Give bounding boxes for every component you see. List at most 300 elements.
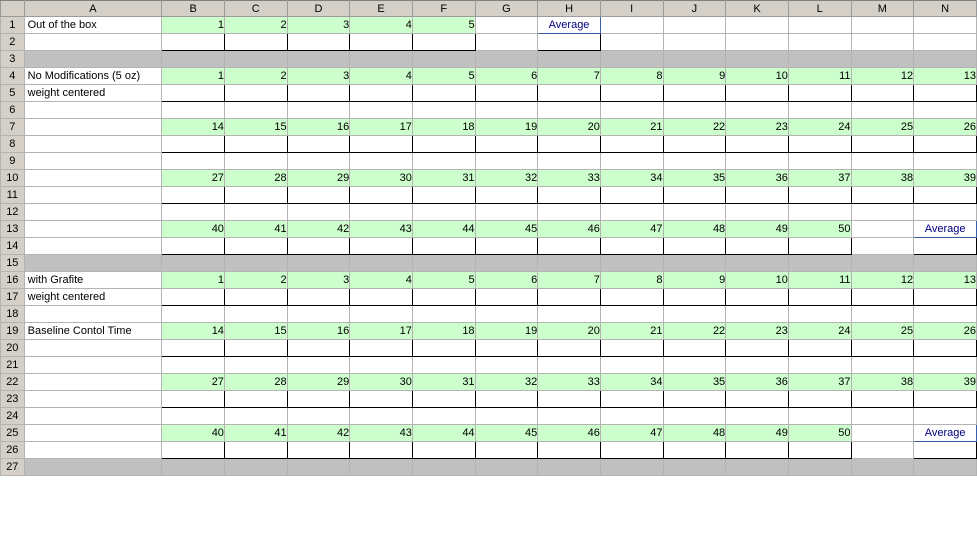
separator-cell[interactable] <box>287 459 350 476</box>
separator-cell[interactable] <box>350 255 413 272</box>
cell-E8[interactable] <box>350 136 413 153</box>
cell-D17[interactable] <box>287 289 350 306</box>
separator-cell[interactable] <box>851 255 914 272</box>
cell-N8[interactable] <box>914 136 977 153</box>
table-row[interactable] <box>1 119 977 136</box>
cell-C17[interactable] <box>224 289 287 306</box>
cell-N22[interactable]: 39 <box>914 374 977 391</box>
cell-J19[interactable]: 22 <box>663 323 726 340</box>
cell-J5[interactable] <box>663 85 726 102</box>
cell-L14[interactable] <box>788 238 851 255</box>
separator-cell[interactable] <box>412 51 475 68</box>
separator-cell[interactable] <box>600 255 663 272</box>
cell-G8[interactable] <box>475 136 538 153</box>
separator-cell[interactable] <box>600 51 663 68</box>
empty-cell[interactable] <box>24 204 162 221</box>
cell-B8[interactable] <box>162 136 225 153</box>
cell-M8[interactable] <box>851 136 914 153</box>
table-row[interactable] <box>1 170 977 187</box>
table-row[interactable] <box>1 408 977 425</box>
table-row[interactable] <box>1 34 977 51</box>
cell-K7[interactable]: 23 <box>726 119 789 136</box>
row-header-8[interactable]: 8 <box>1 136 25 153</box>
cell-E11[interactable] <box>350 187 413 204</box>
cell-D4[interactable]: 3 <box>287 68 350 85</box>
cell-D26[interactable] <box>287 442 350 459</box>
cell-N7[interactable]: 26 <box>914 119 977 136</box>
cell-D23[interactable] <box>287 391 350 408</box>
table-row[interactable] <box>1 102 977 119</box>
cell-H10[interactable]: 33 <box>538 170 601 187</box>
cell-E22[interactable]: 30 <box>350 374 413 391</box>
cell-B16[interactable]: 1 <box>162 272 225 289</box>
cell-F8[interactable] <box>412 136 475 153</box>
cell-I8[interactable] <box>600 136 663 153</box>
cell-E7[interactable]: 17 <box>350 119 413 136</box>
empty-cell[interactable] <box>663 204 726 221</box>
cell-F17[interactable] <box>412 289 475 306</box>
empty-cell[interactable] <box>475 357 538 374</box>
cell-F4[interactable]: 5 <box>412 68 475 85</box>
row-header-11[interactable]: 11 <box>1 187 25 204</box>
cell-M11[interactable] <box>851 187 914 204</box>
separator-cell[interactable] <box>287 255 350 272</box>
cell-E26[interactable] <box>350 442 413 459</box>
table-row[interactable] <box>1 51 977 68</box>
empty-cell[interactable] <box>350 408 413 425</box>
cell-A17[interactable]: weight centered <box>24 289 162 306</box>
cell-I16[interactable]: 8 <box>600 272 663 289</box>
separator-cell[interactable] <box>600 459 663 476</box>
cell-B11[interactable] <box>162 187 225 204</box>
cell-D13[interactable]: 42 <box>287 221 350 238</box>
cell-C1[interactable]: 2 <box>224 17 287 34</box>
cell-D10[interactable]: 29 <box>287 170 350 187</box>
empty-cell[interactable] <box>851 153 914 170</box>
cell-G14[interactable] <box>475 238 538 255</box>
cell-N5[interactable] <box>914 85 977 102</box>
separator-cell[interactable] <box>726 51 789 68</box>
cell-N14[interactable] <box>914 238 977 255</box>
cell-J11[interactable] <box>663 187 726 204</box>
cell-F16[interactable]: 5 <box>412 272 475 289</box>
cell-J20[interactable] <box>663 340 726 357</box>
cell-B14[interactable] <box>162 238 225 255</box>
cell-M22[interactable]: 38 <box>851 374 914 391</box>
cell-K2[interactable] <box>726 34 789 51</box>
row-header-1[interactable]: 1 <box>1 17 25 34</box>
cell-J1[interactable] <box>663 17 726 34</box>
empty-cell[interactable] <box>663 102 726 119</box>
cell-I1[interactable] <box>600 17 663 34</box>
column-header-n[interactable]: N <box>914 1 977 17</box>
cell-F1[interactable]: 5 <box>412 17 475 34</box>
cell-F23[interactable] <box>412 391 475 408</box>
table-row[interactable] <box>1 442 977 459</box>
cell-M16[interactable]: 12 <box>851 272 914 289</box>
cell-K11[interactable] <box>726 187 789 204</box>
separator-cell[interactable] <box>726 255 789 272</box>
table-row[interactable] <box>1 136 977 153</box>
row-header-22[interactable]: 22 <box>1 374 25 391</box>
empty-cell[interactable] <box>350 357 413 374</box>
separator-cell[interactable] <box>788 51 851 68</box>
cell-K1[interactable] <box>726 17 789 34</box>
cell-D25[interactable]: 42 <box>287 425 350 442</box>
cell-N11[interactable] <box>914 187 977 204</box>
cell-E5[interactable] <box>350 85 413 102</box>
column-header-c[interactable]: C <box>224 1 287 17</box>
cell-C7[interactable]: 15 <box>224 119 287 136</box>
separator-cell[interactable] <box>162 51 225 68</box>
cell-M19[interactable]: 25 <box>851 323 914 340</box>
cell-G11[interactable] <box>475 187 538 204</box>
cell-I20[interactable] <box>600 340 663 357</box>
cell-N23[interactable] <box>914 391 977 408</box>
empty-cell[interactable] <box>162 357 225 374</box>
cell-H14[interactable] <box>538 238 601 255</box>
cell-M5[interactable] <box>851 85 914 102</box>
column-header-b[interactable]: B <box>162 1 225 17</box>
cell-A2[interactable] <box>24 34 162 51</box>
cell-N19[interactable]: 26 <box>914 323 977 340</box>
empty-cell[interactable] <box>663 408 726 425</box>
cell-M7[interactable]: 25 <box>851 119 914 136</box>
column-header-a[interactable]: A <box>24 1 162 17</box>
cell-C14[interactable] <box>224 238 287 255</box>
separator-cell[interactable] <box>224 459 287 476</box>
cell-C2[interactable] <box>224 34 287 51</box>
empty-cell[interactable] <box>287 153 350 170</box>
cell-G1[interactable] <box>475 17 538 34</box>
empty-cell[interactable] <box>851 357 914 374</box>
separator-cell[interactable] <box>914 51 977 68</box>
cell-E16[interactable]: 4 <box>350 272 413 289</box>
separator-cell[interactable] <box>914 459 977 476</box>
corner-select-all[interactable] <box>1 1 25 17</box>
cell-G17[interactable] <box>475 289 538 306</box>
row-header-25[interactable]: 25 <box>1 425 25 442</box>
empty-cell[interactable] <box>350 102 413 119</box>
empty-cell[interactable] <box>24 102 162 119</box>
cell-K19[interactable]: 23 <box>726 323 789 340</box>
cell-J16[interactable]: 9 <box>663 272 726 289</box>
empty-cell[interactable] <box>412 306 475 323</box>
empty-cell[interactable] <box>538 306 601 323</box>
cell-H19[interactable]: 20 <box>538 323 601 340</box>
cell-D5[interactable] <box>287 85 350 102</box>
cell-E1[interactable]: 4 <box>350 17 413 34</box>
cell-L16[interactable]: 11 <box>788 272 851 289</box>
column-header-k[interactable]: K <box>726 1 789 17</box>
cell-M14[interactable] <box>851 238 914 255</box>
cell-E10[interactable]: 30 <box>350 170 413 187</box>
cell-K5[interactable] <box>726 85 789 102</box>
separator-cell[interactable] <box>914 255 977 272</box>
table-row[interactable] <box>1 17 977 34</box>
cell-E13[interactable]: 43 <box>350 221 413 238</box>
cell-B23[interactable] <box>162 391 225 408</box>
cell-L1[interactable] <box>788 17 851 34</box>
cell-C20[interactable] <box>224 340 287 357</box>
table-row[interactable] <box>1 289 977 306</box>
cell-I26[interactable] <box>600 442 663 459</box>
cell-H2[interactable] <box>538 34 601 51</box>
empty-cell[interactable] <box>24 306 162 323</box>
separator-cell[interactable] <box>350 459 413 476</box>
cell-H23[interactable] <box>538 391 601 408</box>
cell-I7[interactable]: 21 <box>600 119 663 136</box>
empty-cell[interactable] <box>726 408 789 425</box>
empty-cell[interactable] <box>788 102 851 119</box>
empty-cell[interactable] <box>914 306 977 323</box>
separator-cell[interactable] <box>412 255 475 272</box>
cell-F10[interactable]: 31 <box>412 170 475 187</box>
cell-L5[interactable] <box>788 85 851 102</box>
cell-B2[interactable] <box>162 34 225 51</box>
empty-cell[interactable] <box>287 357 350 374</box>
empty-cell[interactable] <box>600 102 663 119</box>
empty-cell[interactable] <box>600 357 663 374</box>
empty-cell[interactable] <box>914 204 977 221</box>
cell-G13[interactable]: 45 <box>475 221 538 238</box>
empty-cell[interactable] <box>350 306 413 323</box>
cell-H20[interactable] <box>538 340 601 357</box>
row-header-24[interactable]: 24 <box>1 408 25 425</box>
cell-J8[interactable] <box>663 136 726 153</box>
empty-cell[interactable] <box>663 306 726 323</box>
cell-H25[interactable]: 46 <box>538 425 601 442</box>
cell-L19[interactable]: 24 <box>788 323 851 340</box>
empty-cell[interactable] <box>412 102 475 119</box>
worksheet-body[interactable] <box>1 17 977 476</box>
empty-cell[interactable] <box>851 408 914 425</box>
cell-F7[interactable]: 18 <box>412 119 475 136</box>
table-row[interactable] <box>1 204 977 221</box>
separator-cell[interactable] <box>475 459 538 476</box>
cell-L7[interactable]: 24 <box>788 119 851 136</box>
cell-G26[interactable] <box>475 442 538 459</box>
cell-N2[interactable] <box>914 34 977 51</box>
cell-N17[interactable] <box>914 289 977 306</box>
cell-J2[interactable] <box>663 34 726 51</box>
cell-A20[interactable] <box>24 340 162 357</box>
average-label-N13[interactable]: Average <box>914 221 977 238</box>
table-row[interactable] <box>1 187 977 204</box>
separator-cell[interactable] <box>538 255 601 272</box>
separator-cell[interactable] <box>350 51 413 68</box>
cell-A8[interactable] <box>24 136 162 153</box>
empty-cell[interactable] <box>224 306 287 323</box>
cell-I14[interactable] <box>600 238 663 255</box>
cell-B7[interactable]: 14 <box>162 119 225 136</box>
empty-cell[interactable] <box>287 306 350 323</box>
cell-J13[interactable]: 48 <box>663 221 726 238</box>
cell-G16[interactable]: 6 <box>475 272 538 289</box>
cell-M23[interactable] <box>851 391 914 408</box>
cell-K23[interactable] <box>726 391 789 408</box>
separator-cell[interactable] <box>726 459 789 476</box>
cell-I2[interactable] <box>600 34 663 51</box>
separator-cell[interactable] <box>475 255 538 272</box>
separator-cell[interactable] <box>538 459 601 476</box>
empty-cell[interactable] <box>162 153 225 170</box>
empty-cell[interactable] <box>851 306 914 323</box>
empty-cell[interactable] <box>287 102 350 119</box>
cell-B4[interactable]: 1 <box>162 68 225 85</box>
table-row[interactable] <box>1 357 977 374</box>
cell-C23[interactable] <box>224 391 287 408</box>
empty-cell[interactable] <box>788 153 851 170</box>
column-header-l[interactable]: L <box>788 1 851 17</box>
cell-I17[interactable] <box>600 289 663 306</box>
cell-I10[interactable]: 34 <box>600 170 663 187</box>
cell-G7[interactable]: 19 <box>475 119 538 136</box>
cell-J4[interactable]: 9 <box>663 68 726 85</box>
cell-K20[interactable] <box>726 340 789 357</box>
table-row[interactable] <box>1 85 977 102</box>
cell-C26[interactable] <box>224 442 287 459</box>
cell-B25[interactable]: 40 <box>162 425 225 442</box>
separator-cell[interactable] <box>851 459 914 476</box>
table-row[interactable] <box>1 391 977 408</box>
cell-G4[interactable]: 6 <box>475 68 538 85</box>
row-header-21[interactable]: 21 <box>1 357 25 374</box>
cell-A19[interactable]: Baseline Contol Time <box>24 323 162 340</box>
table-row[interactable] <box>1 306 977 323</box>
row-header-26[interactable]: 26 <box>1 442 25 459</box>
cell-A25[interactable] <box>24 425 162 442</box>
row-header-6[interactable]: 6 <box>1 102 25 119</box>
empty-cell[interactable] <box>24 408 162 425</box>
cell-A11[interactable] <box>24 187 162 204</box>
cell-D16[interactable]: 3 <box>287 272 350 289</box>
empty-cell[interactable] <box>538 357 601 374</box>
empty-cell[interactable] <box>224 204 287 221</box>
cell-F22[interactable]: 31 <box>412 374 475 391</box>
cell-A1[interactable]: Out of the box <box>24 17 162 34</box>
empty-cell[interactable] <box>851 204 914 221</box>
empty-cell[interactable] <box>287 408 350 425</box>
row-header-27[interactable]: 27 <box>1 459 25 476</box>
cell-H22[interactable]: 33 <box>538 374 601 391</box>
separator-cell[interactable] <box>538 51 601 68</box>
empty-cell[interactable] <box>914 102 977 119</box>
cell-F14[interactable] <box>412 238 475 255</box>
empty-cell[interactable] <box>350 204 413 221</box>
cell-F26[interactable] <box>412 442 475 459</box>
table-row[interactable] <box>1 255 977 272</box>
empty-cell[interactable] <box>600 204 663 221</box>
empty-cell[interactable] <box>162 306 225 323</box>
table-row[interactable] <box>1 272 977 289</box>
cell-B20[interactable] <box>162 340 225 357</box>
row-header-10[interactable]: 10 <box>1 170 25 187</box>
empty-cell[interactable] <box>663 153 726 170</box>
empty-cell[interactable] <box>224 408 287 425</box>
empty-cell[interactable] <box>914 408 977 425</box>
cell-H11[interactable] <box>538 187 601 204</box>
cell-M20[interactable] <box>851 340 914 357</box>
cell-F5[interactable] <box>412 85 475 102</box>
cell-G23[interactable] <box>475 391 538 408</box>
cell-E25[interactable]: 43 <box>350 425 413 442</box>
cell-J17[interactable] <box>663 289 726 306</box>
separator-cell[interactable] <box>224 255 287 272</box>
cell-B17[interactable] <box>162 289 225 306</box>
cell-E17[interactable] <box>350 289 413 306</box>
separator-cell[interactable] <box>224 51 287 68</box>
table-row[interactable] <box>1 425 977 442</box>
cell-L8[interactable] <box>788 136 851 153</box>
cell-M4[interactable]: 12 <box>851 68 914 85</box>
column-header-m[interactable]: M <box>851 1 914 17</box>
cell-J14[interactable] <box>663 238 726 255</box>
row-header-20[interactable]: 20 <box>1 340 25 357</box>
separator-cell[interactable] <box>412 459 475 476</box>
cell-J23[interactable] <box>663 391 726 408</box>
row-header-16[interactable]: 16 <box>1 272 25 289</box>
cell-B13[interactable]: 40 <box>162 221 225 238</box>
empty-cell[interactable] <box>287 204 350 221</box>
cell-N1[interactable] <box>914 17 977 34</box>
cell-F20[interactable] <box>412 340 475 357</box>
cell-H8[interactable] <box>538 136 601 153</box>
cell-A4[interactable]: No Modifications (5 oz) <box>24 68 162 85</box>
cell-K10[interactable]: 36 <box>726 170 789 187</box>
row-header-15[interactable]: 15 <box>1 255 25 272</box>
cell-B5[interactable] <box>162 85 225 102</box>
cell-L4[interactable]: 11 <box>788 68 851 85</box>
empty-cell[interactable] <box>788 408 851 425</box>
column-header-j[interactable]: J <box>663 1 726 17</box>
table-row[interactable] <box>1 459 977 476</box>
separator-cell[interactable] <box>788 459 851 476</box>
cell-B19[interactable]: 14 <box>162 323 225 340</box>
empty-cell[interactable] <box>538 408 601 425</box>
cell-A26[interactable] <box>24 442 162 459</box>
cell-M26[interactable] <box>851 442 914 459</box>
column-header-g[interactable]: G <box>475 1 538 17</box>
separator-cell[interactable] <box>475 51 538 68</box>
table-row[interactable] <box>1 374 977 391</box>
separator-cell[interactable] <box>663 459 726 476</box>
cell-B22[interactable]: 27 <box>162 374 225 391</box>
cell-I23[interactable] <box>600 391 663 408</box>
table-row[interactable] <box>1 323 977 340</box>
empty-cell[interactable] <box>726 153 789 170</box>
empty-cell[interactable] <box>538 153 601 170</box>
cell-M1[interactable] <box>851 17 914 34</box>
cell-F13[interactable]: 44 <box>412 221 475 238</box>
cell-H7[interactable]: 20 <box>538 119 601 136</box>
empty-cell[interactable] <box>788 204 851 221</box>
row-header-2[interactable]: 2 <box>1 34 25 51</box>
cell-E14[interactable] <box>350 238 413 255</box>
cell-F2[interactable] <box>412 34 475 51</box>
cell-A10[interactable] <box>24 170 162 187</box>
average-label-N25[interactable]: Average <box>914 425 977 442</box>
cell-A13[interactable] <box>24 221 162 238</box>
empty-cell[interactable] <box>412 153 475 170</box>
cell-J10[interactable]: 35 <box>663 170 726 187</box>
cell-L25[interactable]: 50 <box>788 425 851 442</box>
empty-cell[interactable] <box>475 102 538 119</box>
empty-cell[interactable] <box>726 357 789 374</box>
cell-E4[interactable]: 4 <box>350 68 413 85</box>
empty-cell[interactable] <box>600 306 663 323</box>
cell-G22[interactable]: 32 <box>475 374 538 391</box>
